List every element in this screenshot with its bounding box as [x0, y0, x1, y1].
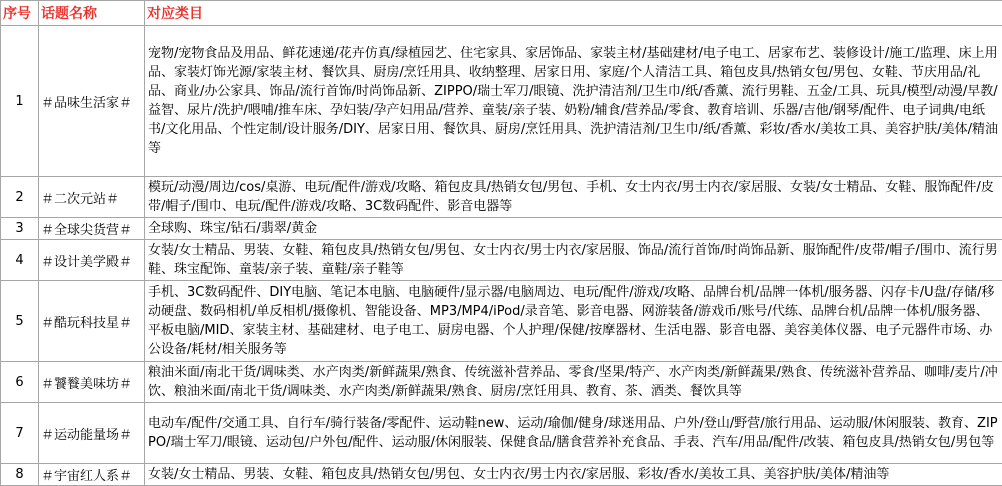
table-row [1, 218, 1002, 240]
row-categories: 粮油米面/南北干货/调味类、水产肉类/新鲜蔬果/熟食、传统滋补营养品、零食/坚果/特产、水产肉类/新鲜蔬果/熟食、传统滋补营养品、咖啡/麦片/冲饮、粮油米面/南北干货/调味类、水产肉类/新鲜蔬果/熟食、厨房/烹饪用具、教育、茶、酒类、餐饮具等 [145, 362, 1002, 403]
row-categories: 手机、3C数码配件、DIY电脑、笔记本电脑、电脑硬件/显示器/电脑周边、电玩/配件/游戏/攻略、品牌台机/品牌一体机/服务器、闪存卡/U盘/存储/移动硬盘、数码相机/单反相机/摄像机、智能设备、MP3/MP4/iPod/录音笔、影音电器、网游装备/游戏币/账号/代练、品牌台机/品牌一体机/服务器、平板电脑/MID、家装主材、基础建材、电子电工、厨房电器、个人护理/保健/按摩器材、生活电器、影音电器、美容美体仪器、电子元器件市场、办公设备/耗材/相关服务等 [145, 281, 1002, 362]
row-topic: ＃全球尖货营＃ [39, 218, 145, 240]
row-index: 3 [1, 218, 39, 240]
table-row [1, 362, 1002, 403]
row-categories: 电动车/配件/交通工具、自行车/骑行装备/零配件、运动鞋new、运动/瑜伽/健身/球迷用品、户外/登山/野营/旅行用品、运动服/休闲服装、教育、ZIPPO/瑞士军刀/眼镜、运动包/户外包/配件、运动服/休闲服装、保健食品/膳食营养补充食品、手表、汽车/用品/配件/改装、箱包皮具/热销女包/男包等 [145, 403, 1002, 464]
row-categories: 女装/女士精品、男装、女鞋、箱包皮具/热销女包/男包、女士内衣/男士内衣/家居服、饰品/流行首饰/时尚饰品新、服饰配件/皮带/帽子/围巾、流行男鞋、珠宝配饰、童装/亲子装、童鞋/亲子鞋等 [145, 240, 1002, 281]
row-categories: 模玩/动漫/周边/cos/桌游、电玩/配件/游戏/攻略、箱包皮具/热销女包/男包、手机、女士内衣/男士内衣/家居服、女装/女士精品、女鞋、服饰配件/皮带/帽子/围巾、电玩/配件/游戏/攻略、3C数码配件、影音电器等 [145, 177, 1002, 218]
row-index: 7 [1, 403, 39, 464]
row-topic: ＃酷玩科技星＃ [39, 281, 145, 362]
row-index: 6 [1, 362, 39, 403]
row-topic: ＃品味生活家＃ [39, 26, 145, 177]
header-row [1, 1, 1002, 26]
row-categories: 全球购、珠宝/钻石/翡翠/黄金 [145, 218, 1002, 240]
row-categories: 女装/女士精品、男装、女鞋、箱包皮具/热销女包/男包、女士内衣/男士内衣/家居服、彩妆/香水/美妆工具、美容护肤/美体/精油等 [145, 464, 1002, 486]
row-index: 4 [1, 240, 39, 281]
row-topic: ＃宇宙红人系＃ [39, 464, 145, 486]
table-row [1, 464, 1002, 486]
table-row [1, 26, 1002, 177]
header-categories: 对应类目 [145, 1, 1002, 26]
table-row [1, 177, 1002, 218]
row-categories: 宠物/宠物食品及用品、鲜花速递/花卉仿真/绿植园艺、住宅家具、家居饰品、家装主材/基础建材/电子电工、居家布艺、装修设计/施工/监理、床上用品、家装灯饰光源/家装主材、餐饮具、厨房/烹饪用具、收纳整理、居家日用、家庭/个人清洁工具、箱包皮具/热销女包/男包、女鞋、节庆用品/礼品、商业/办公家具、饰品/流行首饰/时尚饰品新、ZIPPO/瑞士军刀/眼镜、洗护清洁剂/卫生巾/纸/香薰、流行男鞋、五金/工具、玩具/模型/动漫/早教/益智、尿片/洗护/喂哺/推车床、孕妇装/孕产妇用品/营养、童装/亲子装、奶粉/辅食/营养品/零食、教育培训、乐器/吉他/钢琴/配件、电子词典/电纸书/文化用品、个性定制/设计服务/DIY、居家日用、餐饮具、厨房/烹饪用具、洗护清洁剂/卫生巾/纸/香薰、彩妆/香水/美妆工具、美容护肤/美体/精油 等 [145, 26, 1002, 177]
row-topic: ＃设计美学殿＃ [39, 240, 145, 281]
row-index: 2 [1, 177, 39, 218]
row-topic: ＃运动能量场＃ [39, 403, 145, 464]
header-topic: 话题名称 [39, 1, 145, 26]
table-row [1, 281, 1002, 362]
row-topic: ＃二次元站＃ [39, 177, 145, 218]
row-index: 1 [1, 26, 39, 177]
header-index: 序号 [1, 1, 39, 26]
row-index: 8 [1, 464, 39, 486]
table-row [1, 240, 1002, 281]
row-topic: ＃饕餮美味坊＃ [39, 362, 145, 403]
row-index: 5 [1, 281, 39, 362]
table-row [1, 403, 1002, 464]
